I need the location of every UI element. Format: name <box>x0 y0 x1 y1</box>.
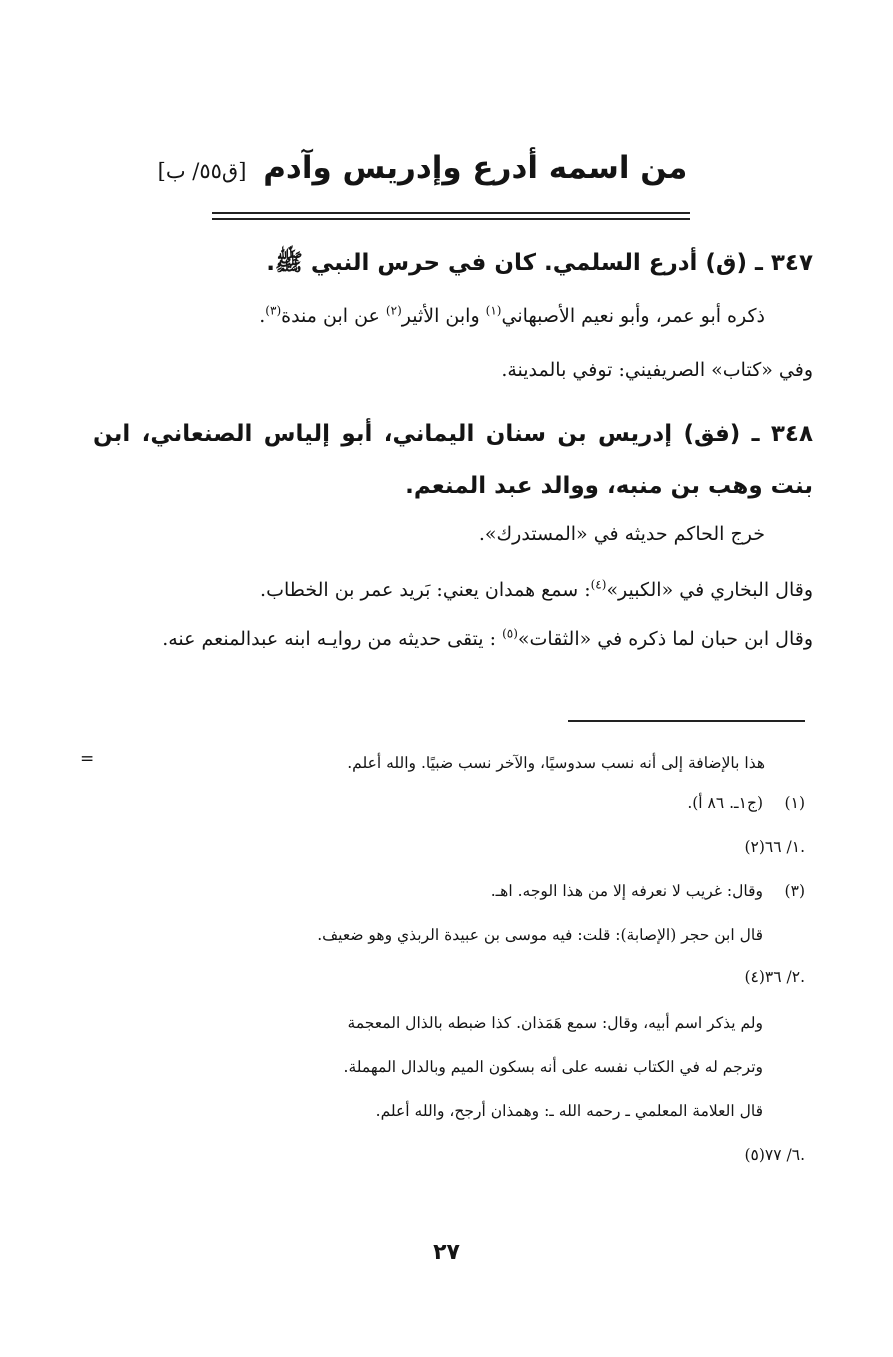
footnote-5: (٥)٦/ ٧٧. <box>744 1146 805 1164</box>
heading-double-rule <box>212 212 690 220</box>
footnote-3: (٣)وقال: غريب لا نعرفه إلا من هذا الوجه. اهـ. <box>490 882 805 900</box>
footnote-3-continuation: قال ابن حجر (الإصابة): قلت: فيه موسى بن عبيدة الربذي وهو ضعيف. <box>317 926 763 944</box>
entry-347-death-note: وفي «كتاب» الصريفيني: توفي بالمدينة. <box>501 359 813 381</box>
manuscript-folio-ref: [ق٥٥/ ب] <box>157 159 247 183</box>
footnote-continuation: هذا بالإضافة إلى أنه نسب سدوسيًا، والآخر نسب ضبيًا. والله أعلم. <box>347 754 765 772</box>
entry-347-sources: ذكره أبو عمر، وأبو نعيم الأصبهاني$^{(١)}$ وابن الأثير$^{(٢)}$ عن ابن مندة$^{(٣)}$. <box>259 303 765 327</box>
entry-347-heading: ٣٤٧ ـ (ق) أدرع السلمي. كان في حرس النبي ﷺ. <box>266 250 813 276</box>
footnote-2: (٢)١/ ٦٦. <box>744 838 805 856</box>
footnote-ref-5[interactable]: (٥) <box>502 626 518 641</box>
entry-348-bukhari: وقال البخاري في «الكبير»$^{(٤)}$: سمع همدان يعني: بَريد عمر بن الخطاب. <box>260 577 813 601</box>
footnote-ref-2[interactable]: (٢) <box>385 303 402 318</box>
section-heading <box>150 140 695 199</box>
footnote-1: (١)(ج١ـ. ٨٦ أ). <box>687 794 805 812</box>
entry-348-hakim: خرج الحاكم حديثه في «المستدرك». <box>478 523 765 545</box>
footnote-ref-1[interactable]: (١) <box>485 303 502 318</box>
footnote-ref-4[interactable]: (٤) <box>590 577 607 592</box>
section-title: من اسمه أدرع وإدريس وآدم <box>263 150 688 186</box>
page-number: ٢٧ <box>433 1240 460 1265</box>
footnote-continuation-mark: = <box>80 749 95 769</box>
footnote-4-line-3: قال العلامة المعلمي ـ رحمه الله ـ: وهمذان أرجح، والله أعلم. <box>375 1102 763 1120</box>
footnote-4-line-1: ولم يذكر اسم أبيه، وقال: سمع هَمَذان. كذا ضبطه بالذال المعجمة <box>347 1014 763 1032</box>
footnote-4-line-2: وترجم له في الكتاب نفسه على أنه بسكون الميم وبالدال المهملة. <box>343 1058 763 1076</box>
entry-348-heading: ٣٤٨ ـ (فق) إدريس بن سنان اليماني، أبو إلياس الصنعاني، ابن بنت وهب بن منبه، ووالد عبد المنعم. <box>93 421 813 499</box>
footnote-ref-3[interactable]: (٣) <box>265 303 282 318</box>
footnote-4: (٤)٢/ ٣٦. <box>744 968 805 986</box>
footnote-separator <box>568 720 805 722</box>
entry-348-ibn-hibban: وقال ابن حبان لما ذكره في «الثقات»$^{(٥)}$ : يتقى حديثه من روايـه ابنه عبدالمنعم عنه. <box>162 626 813 650</box>
